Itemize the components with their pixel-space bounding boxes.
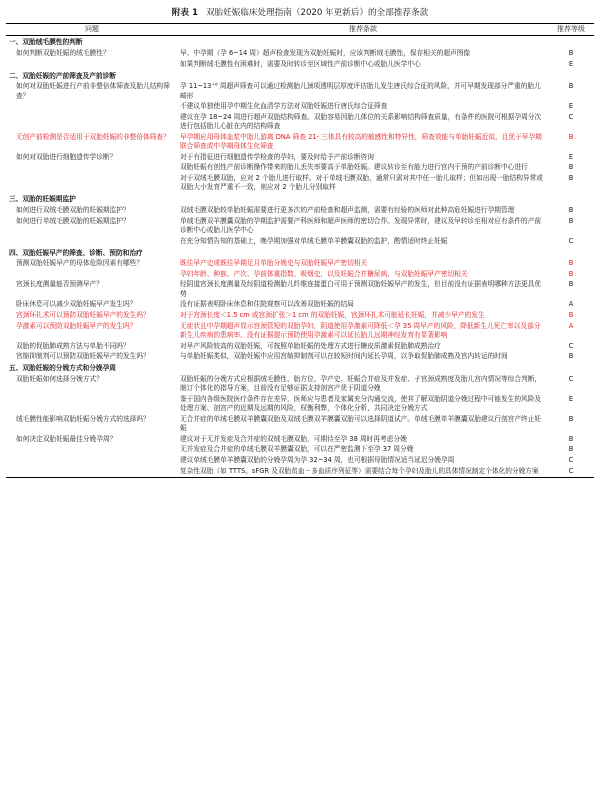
grade-cell: B [568, 445, 574, 454]
recommendation-cell: 孕 11~13⁺⁶ 周超声筛查可以通过检测胎儿颈项透明层厚度评估胎儿发生唐氏综合征的风险，并可早期发现部分严重的胎儿畸形 [180, 82, 541, 100]
recommendation-cell: 不建议单独使用孕中期生化血清学方法对双胎妊娠进行唐氏综合征筛查 [180, 102, 388, 111]
recommendation-cell: 建议对于无并发症及合并症的双绒毛膜双胎，可期待至孕 38 周时再考虑分娩 [180, 434, 407, 443]
recommendation-cell: 双胎妊娠的分娩方式应根据绒毛膜性、胎方位、孕产史、妊娠合并症及并发症、子宫颈成熟度及胎儿宫内情况等综合判断，制订个体化的指导方案，目前没有足够证据支持剖宫产优于阴道分娩 [180, 374, 542, 393]
grade-cell: B [568, 173, 574, 182]
grade-cell: C [548, 466, 594, 477]
table-row [6, 163, 594, 174]
header-grade: 推荐等级 [548, 24, 594, 36]
recommendation-cell: 鉴于国内各级医院医疗条件存在差异，医师应与患者及家属充分沟通交流，使其了解双胎阴道分娩过程中可能发生的风险及处理方案、剖宫产的近期及远期的风险，权衡利弊，个体化分析，共同决定分娩方式 [180, 394, 542, 413]
table-row [6, 112, 594, 132]
grade-cell: B [568, 132, 574, 141]
question-cell: 双胎妊娠如何选择分娩方式？ [16, 374, 103, 383]
grade-cell: C [568, 374, 574, 383]
question-cell: 如何判断双胎妊娠的绒毛膜性？ [16, 49, 110, 57]
question-cell: 如何对双胎妊娠进行产前非整倍体筛查及胎儿结构筛查？ [16, 82, 170, 100]
question-cell: 绒毛膜性能影响双胎妊娠分娩方式的选择吗？ [16, 414, 150, 423]
recommendation-cell: 对于宫颈长度＜1.5 cm 或宫颈扩张＞1 cm 的双胎妊娠，宫颈环扎术可能延长妊娠，并减少早产的发生 [180, 310, 485, 319]
grade-cell: B [568, 259, 574, 268]
table-row [6, 300, 594, 311]
question-cell [6, 102, 178, 113]
question-cell: 如何决定双胎妊娠最佳分娩孕周？ [16, 434, 117, 443]
grade-cell: C [568, 112, 574, 121]
table-title: 双胎妊娠临床处理指南（2020 年更新后）的全部推荐条款 [205, 8, 429, 18]
grade-cell: C [568, 455, 574, 464]
grade-cell: B [568, 310, 574, 319]
grade-cell: E [568, 102, 574, 111]
question-cell [6, 112, 178, 132]
table-row [6, 82, 594, 102]
table-row [6, 352, 594, 363]
table-row [6, 414, 594, 434]
header-question: 问题 [6, 24, 178, 36]
grade-cell: B [568, 82, 574, 91]
question-cell [6, 445, 178, 456]
question-cell: 双胎的促胎肺成熟方法与单胎不同吗？ [16, 341, 130, 350]
table-body [6, 36, 594, 477]
table-caption [6, 8, 594, 19]
table-row [6, 132, 594, 152]
table-row [6, 321, 594, 341]
section-heading-row [6, 247, 594, 259]
question-cell [6, 466, 178, 477]
question-cell: 宫缩抑制剂可以预防双胎妊娠早产的发生吗？ [16, 352, 150, 361]
grade-cell: B [568, 163, 574, 172]
table-row [6, 466, 594, 477]
question-cell [6, 455, 178, 466]
grade-cell: B [568, 280, 574, 289]
question-cell [6, 269, 178, 280]
question-cell: 孕激素可以预防双胎妊娠早产的发生吗？ [16, 321, 137, 330]
section-heading-row [6, 193, 594, 205]
grade-cell: A [568, 300, 574, 309]
table-row [6, 280, 594, 300]
recommendation-cell: 建议单绒毛膜单羊膜囊双胎的分娩孕周为孕 32~34 周，也可根据母胎情况适当延迟分娩孕周 [180, 455, 455, 464]
grade-cell: B [568, 49, 574, 57]
question-cell [6, 173, 178, 193]
table-row [6, 59, 594, 70]
question-cell: 预测双胎妊娠早产的母体危险因素有哪些？ [16, 259, 144, 268]
question-cell [6, 394, 178, 414]
recommendation-cell: 没有证据表明卧床休息和住院观察可以改善双胎妊娠的结局 [180, 300, 354, 309]
table-row [6, 216, 594, 236]
table-row [6, 236, 594, 247]
question-cell [6, 236, 178, 247]
recommendation-cell: 在充分知情告知的基础上，晚孕期加强对单绒毛膜单羊膜囊双胎的监护，酌情适时终止妊娠 [180, 236, 448, 245]
grade-cell: B [568, 205, 574, 214]
grade-cell: B [568, 269, 574, 278]
recommendation-cell: 与单胎妊娠类似，双胎妊娠中应用宫缩抑制剂可以在较短时间内延长孕周，以争取促胎肺成熟及宫内转运的时间 [180, 352, 508, 361]
table-row [6, 445, 594, 456]
question-cell: 宫颈长度测量能否预测早产？ [16, 280, 103, 289]
grade-cell: E [568, 394, 574, 403]
table-label: 附表 1 [171, 8, 198, 18]
recommendation-cell: 无合并症的单绒毛膜双羊膜囊双胎及双绒毛膜双羊膜囊双胎可以选择阴道试产。单绒毛膜单羊膜囊双胎建议行剖宫产终止妊娠 [180, 414, 542, 433]
grade-cell: B [568, 414, 574, 423]
recommendation-cell: 无并发症及合并症的单绒毛膜双羊膜囊双胎，可以在严密监测下至孕 37 周分娩 [180, 445, 414, 454]
grade-cell: B [568, 216, 574, 225]
recommendation-cell: 双胎妊娠有创性产前诊断操作带来的胎儿丢失率要高于单胎妊娠。建议转诊至有能力进行宫内干预的产前诊断中心进行 [180, 163, 528, 172]
section-heading: 二、双胎妊娠的产前筛查及产前诊断 [9, 71, 116, 80]
question-cell: 如何进行单绒毛膜双胎的妊娠期监护？ [16, 216, 130, 225]
question-cell: 卧床休息可以减少双胎妊娠早产发生吗？ [16, 300, 137, 309]
table-row [6, 152, 594, 163]
section-heading-row [6, 70, 594, 82]
section-heading: 五、双胎妊娠的分娩方式和分娩孕周 [9, 364, 116, 373]
question-cell: 如何进行双绒毛膜双胎的妊娠期监护？ [16, 205, 130, 214]
recommendation-cell: 对于双绒毛膜双胎，应对 2 个胎儿进行取样。对于单绒毛膜双胎，通常只需对其中任一胎儿取样；但如出现一胎结构异常或双胎大小发育严重不一致，则应对 2 个胎儿分别取样 [180, 173, 543, 192]
question-cell: 如何对双胎进行细胞遗传学诊断？ [16, 152, 117, 161]
grade-cell: B [568, 352, 574, 361]
recommendation-cell: 如果判断绒毛膜性有困难时，需要及时转诊至区域性产前诊断中心或胎儿医学中心 [180, 59, 421, 68]
section-heading: 四、双胎妊娠早产的筛查、诊断、预防和治疗 [9, 248, 143, 257]
header-recommendation: 推荐条款 [178, 24, 548, 36]
header-row [6, 24, 594, 36]
question-cell: 无创产前检测是否适用于双胎妊娠的非整倍体筛查？ [16, 132, 170, 141]
grade-cell: C [568, 341, 574, 350]
grade-cell: E [568, 152, 574, 161]
table-row [6, 374, 594, 394]
grade-cell: E [568, 59, 574, 68]
recommendation-cell: 早、中孕期（孕 6~14 周）超声检查发现为双胎妊娠时，应该判断绒毛膜性，保存相关的超声图像 [180, 49, 471, 57]
recommendation-cell: 孕妇年龄、种族、产次、孕前体重指数、吸烟史，以及妊娠合并糖尿病，与双胎妊娠早产密切相关 [180, 269, 468, 278]
table-row [6, 310, 594, 321]
recommendation-cell: 无症状且中孕期超声显示宫颈管短的双胎孕妇，阴道使用孕激素可降低＜孕 35 周早产的风险，降低新生儿死亡率以及部分新生儿疾病的患病率。没有证据提示预防使用孕激素可以延长胎儿远期神经发育有显著影响 [180, 321, 541, 339]
recommendations-table [6, 23, 594, 478]
table-row [6, 48, 594, 59]
section-heading-row [6, 36, 594, 49]
table-row [6, 173, 594, 193]
recommendation-cell: 既往早产史或既往早期足月单胎分娩史与双胎妊娠早产密切相关 [180, 259, 368, 268]
question-cell [6, 59, 178, 70]
grade-cell: C [568, 236, 574, 245]
table-row [6, 102, 594, 113]
table-row [6, 455, 594, 466]
grade-cell: A [568, 321, 574, 330]
recommendation-cell: 对于有指征进行细胞遗传学检查的孕妇，要及时给予产前诊断咨询 [180, 152, 374, 161]
section-heading-row [6, 362, 594, 374]
recommendation-cell: 建议在孕 18~24 周进行超声双胎结构筛查。双胎容易因胎儿体位的关系影响结构筛查质量，有条件的医院可根据孕周分次进行包括胎儿心脏在内的结构筛查 [180, 112, 542, 131]
recommendation-cell: 对早产风险较高的双胎妊娠，可按照单胎妊娠的处理方式进行糖皮质激素促胎肺成熟治疗 [180, 341, 441, 350]
recommendation-cell: 复杂性双胎（如 TTTS、sFGR 及双胎贫血－多血质序列征等）需要结合每个孕妇及胎儿的具体情况制定个体化的分娩方案 [178, 466, 548, 477]
table-row [6, 269, 594, 280]
question-cell: 宫颈环扎术可以预防双胎妊娠早产的发生吗？ [16, 310, 150, 319]
question-cell [6, 163, 178, 174]
table-row [6, 205, 594, 216]
recommendation-cell: 单绒毛膜双羊膜囊双胎的孕期监护需要产科医师和超声医师的密切合作。发现异常时，建议及早转诊至相对应有条件的产前诊断中心或胎儿医学中心 [180, 216, 542, 234]
table-header [6, 24, 594, 36]
section-heading: 一、双胎绒毛膜性的判断 [9, 38, 83, 47]
table-row [6, 341, 594, 352]
table-row [6, 434, 594, 445]
recommendation-cell: 经阴道宫颈长度测量及经阴道检测胎儿纤维连接蛋白可用于预测双胎妊娠早产的发生，但目前没有证据表明哪种方法更具优势 [180, 280, 542, 298]
grade-cell: B [568, 434, 574, 443]
section-heading: 三、双胎的妊娠期监护 [9, 195, 76, 204]
table-row [6, 259, 594, 270]
table-row [6, 394, 594, 414]
recommendation-cell: 早孕期应用母体血浆中胎儿游离 DNA 筛查 21- 三体具有较高的敏感性和特异性，筛查效能与单胎妊娠近似，且优于早孕期联合筛查或中孕期母体生化筛查 [180, 132, 542, 151]
recommendation-cell: 双绒毛膜双胎较单胎妊娠需要进行更多次的产前检查和超声监测，需要有经验的医师对此种高危妊娠进行孕期管理 [180, 205, 515, 214]
